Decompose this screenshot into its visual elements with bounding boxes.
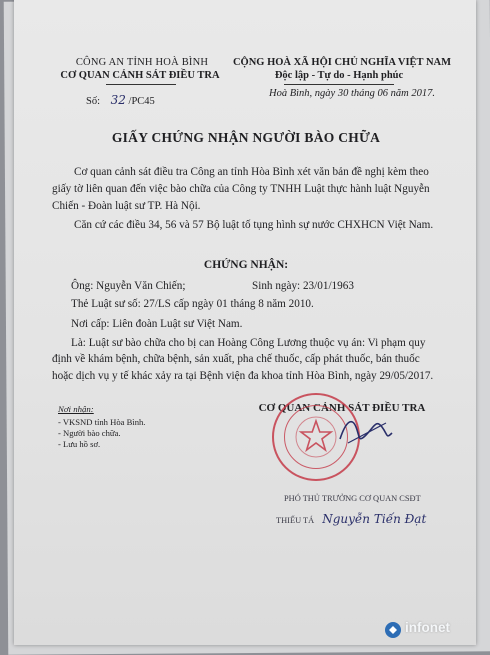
date-suffix: năm 2017. bbox=[390, 88, 435, 99]
infonet-watermark: infonet bbox=[405, 620, 450, 635]
date-day: 30 bbox=[337, 88, 349, 99]
date-prefix: Hoà Bình, ngày bbox=[269, 88, 336, 99]
document-page bbox=[14, 0, 476, 645]
date-middle: tháng bbox=[350, 88, 375, 99]
role-line-2: định về khám bệnh, chữa bệnh, sản xuất, pha chế thuốc, cấp phát thuốc, bán thuốc bbox=[52, 353, 420, 365]
lawyer-card: Thẻ Luật sư số: 27/LS cấp ngày 01 tháng 8 năm 2010. bbox=[71, 298, 314, 310]
recipient-item: - Người bào chữa. bbox=[58, 428, 121, 438]
signer-name: Nguyễn Tiến Đạt bbox=[322, 512, 427, 526]
nation-title: CỘNG HOÀ XÃ HỘI CHỦ NGHĨA VIỆT NAM bbox=[232, 57, 452, 68]
motto-underline bbox=[284, 84, 394, 85]
office-name: CƠ QUAN CẢNH SÁT ĐIỀU TRA bbox=[60, 70, 220, 81]
legal-basis: Căn cứ các điều 34, 56 và 57 Bộ luật tố tụng hình sự nước CHXHCN Việt Nam. bbox=[74, 219, 434, 231]
role-line-3: hoặc dịch vụ y tế khác xảy ra tại Bệnh viện đa khoa tỉnh Hòa Bình, ngày 29/05/2017. bbox=[52, 370, 434, 382]
signature-mark bbox=[336, 413, 396, 449]
certify-heading: CHỨNG NHẬN: bbox=[203, 259, 289, 271]
signing-office: CƠ QUAN CẢNH SÁT ĐIỀU TRA bbox=[258, 402, 426, 414]
signer-role: PHÓ THỦ TRƯỞNG CƠ QUAN CSĐT bbox=[284, 494, 421, 503]
office-underline bbox=[106, 84, 176, 85]
number-suffix: /PC45 bbox=[128, 96, 155, 107]
document-title: GIẤY CHỨNG NHẬN NGƯỜI BÀO CHỮA bbox=[111, 130, 381, 145]
card-issuer: Nơi cấp: Liên đoàn Luật sư Việt Nam. bbox=[71, 318, 243, 330]
signer-rank: THIẾU TÁ bbox=[276, 516, 315, 525]
infonet-logo-icon bbox=[384, 621, 402, 639]
date-month: 06 bbox=[377, 88, 388, 99]
number-prefix: Số: bbox=[86, 96, 101, 107]
agency-name: CÔNG AN TỈNH HOÀ BÌNH bbox=[75, 57, 209, 68]
document-number bbox=[86, 93, 155, 107]
signer-line bbox=[276, 510, 426, 528]
recipient-item: - VKSND tỉnh Hòa Bình. bbox=[58, 417, 146, 427]
intro-line-3: Chiến - Đoàn luật sư TP. Hà Nội. bbox=[52, 200, 201, 212]
number-value: 32 bbox=[110, 93, 126, 107]
role-line-1: Là: Luật sư bào chữa cho bị can Hoàng Công Lương thuộc vụ án: Vi phạm quy bbox=[71, 337, 426, 349]
lawyer-birthdate: Sinh ngày: 23/01/1963 bbox=[252, 280, 354, 292]
national-motto: Độc lập - Tự do - Hạnh phúc bbox=[274, 70, 404, 81]
intro-line-1: Cơ quan cảnh sát điều tra Công an tỉnh Hòa Bình xét văn bản đề nghị kèm theo bbox=[74, 166, 429, 178]
issue-date bbox=[269, 88, 435, 99]
recipients-title: Nơi nhận: bbox=[58, 404, 94, 414]
recipient-item: - Lưu hồ sơ. bbox=[58, 439, 101, 449]
intro-line-2: giấy tờ liên quan đến việc bào chữa của Công ty TNHH Luật thực hành luật Nguyễn bbox=[52, 183, 430, 195]
lawyer-name: Ông: Nguyễn Văn Chiến; bbox=[71, 280, 186, 292]
